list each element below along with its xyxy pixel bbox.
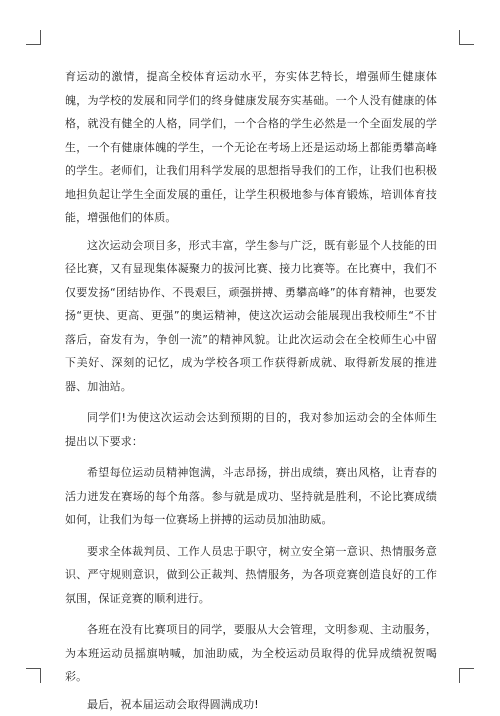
crop-mark-bottom-left xyxy=(26,668,41,683)
paragraph-closing: 最后，祝本届运动会取得圆满成功! xyxy=(65,693,437,716)
crop-mark-bottom-right xyxy=(459,668,474,683)
crop-mark-top-left xyxy=(26,30,41,45)
document-body xyxy=(65,65,437,716)
paragraph-classes: 各班在没有比赛项目的同学，要服从大会管理，文明参观、主动服务，为本班运动员摇旗呐喊，加油助威，为全校运动员取得的优异成绩祝贺喝彩。 xyxy=(65,618,437,689)
paragraph-athletes: 希望每位运动员精神饱满，斗志昂扬，拼出成绩，赛出风格，让青春的活力迸发在赛场的每个角落。参与就是成功、坚持就是胜利，不论比赛成绩如何，让我们为每一位赛场上拼搏的运动员加油助威。 xyxy=(65,461,437,532)
paragraph-referees: 要求全体裁判员、工作人员忠于职守，树立安全第一意识、热情服务意识、严守规则意识，做到公正裁判、热情服务，为各项竞赛创造良好的工作氛围，保证竞赛的顺利进行。 xyxy=(65,540,437,611)
paragraph-event-spirit: 这次运动会项目多，形式丰富，学生参与广泛，既有彰显个人技能的田径比赛，又有显现集体凝聚力的拔河比赛、接力比赛等。在比赛中，我们不仅要发扬“团结协作、不畏艰巨，顽强拼搏、勇攀高峰”的体育精神，也要发扬“更快、更高、更强”的奥运精神，使这次运动会能展现出我校师生“不甘落后，奋发有为，争创一流”的精神风貌。让此次运动会在全校师生心中留下美好、深刻的记忆，成为学校各项工作获得新成就、取得新发展的推进器、加油站。 xyxy=(65,234,437,399)
crop-mark-top-right xyxy=(459,30,474,45)
paragraph-requirements-intro: 同学们!为使这次运动会达到预期的目的，我对参加运动会的全体师生提出以下要求： xyxy=(65,406,437,453)
paragraph-health-foundation: 育运动的激情，提高全校体育运动水平，夯实体艺特长，增强师生健康体魄，为学校的发展和同学们的终身健康发展夯实基础。一个人没有健康的体格，就没有健全的人格，同学们，一个合格的学生必然是一个全面发展的学生，一个有健康体魄的学生，一个无论在考场上还是运动场上都能勇攀高峰的学生。老师们，让我们用科学发展的思想指导我们的工作，让我们也积极地担负起让学生全面发展的重任，让学生积极地参与体育锻炼，培训体育技能，增强他们的体质。 xyxy=(65,65,437,230)
